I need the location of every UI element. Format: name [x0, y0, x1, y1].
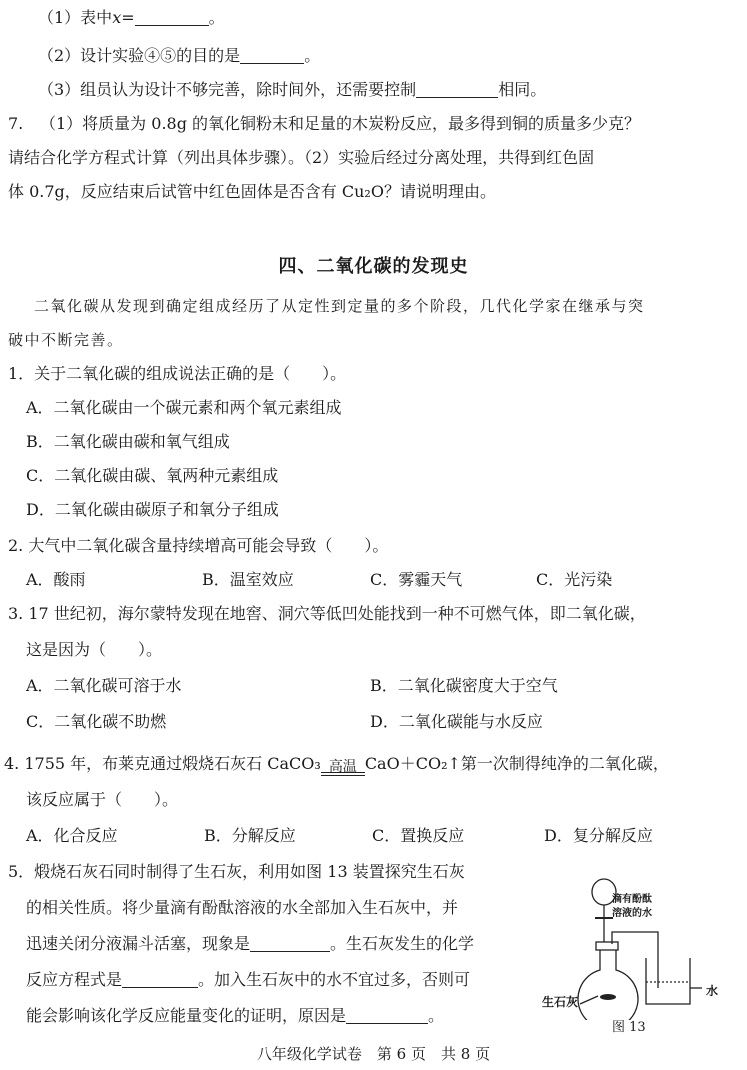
figure-caption: 图 13 [612, 1020, 646, 1035]
q3-option-a[interactable]: A．二氧化碳可溶于水 [26, 676, 182, 695]
q4-option-a[interactable]: A．化合反应 [26, 826, 118, 845]
reaction-condition: 高温 [321, 760, 365, 776]
answer-blank[interactable] [346, 1007, 428, 1024]
q4-stem-line1: 4. 1755 年，布莱克通过煅烧石灰石 CaCO₃ 高温 CaO＋CO₂↑第一次制得纯净的二氧化碳， [4, 754, 669, 775]
q7-line1: 7. （1）将质量为 0.8g 的氧化铜粉末和足量的木炭粉反应，最多得到铜的质量多少克？ [8, 114, 641, 133]
answer-blank[interactable] [240, 47, 304, 64]
label-water2: 溶液的水 [612, 908, 652, 919]
q1-option-a[interactable]: A．二氧化碳由一个碳元素和两个氧元素组成 [26, 398, 342, 417]
answer-blank[interactable] [135, 9, 209, 26]
q3-stem-line1: 3. 17 世纪初，海尔蒙特发现在地窖、洞穴等低凹处能找到一种不可燃气体，即二氧化碳， [8, 604, 646, 623]
q2-option-d[interactable]: C．光污染 [536, 570, 613, 589]
q2-option-c[interactable]: C．雾霾天气 [370, 570, 463, 589]
delivery-tube [612, 932, 658, 988]
q5-line3: 迅速关闭分液漏斗活塞，现象是 。生石灰发生的化学 [26, 934, 475, 953]
q3-stem-line2: 这是因为（ ）。 [26, 640, 163, 659]
q4-stem-line2: 该反应属于（ ）。 [26, 790, 179, 809]
section-intro-line1: 二氧化碳从发现到确定组成经历了从定性到定量的多个阶段，几代化学家在继承与突 [34, 297, 645, 315]
q1-option-c[interactable]: C．二氧化碳由碳、氧两种元素组成 [26, 466, 279, 485]
q7-line3: 体 0.7g，反应结束后试管中红色固体是否含有 Cu₂O？请说明理由。 [8, 182, 496, 201]
flask-stopper [596, 942, 618, 950]
label-water: 水 [706, 984, 719, 998]
q5-line1: 5．煅烧石灰石同时制得了生石灰，利用如图 13 装置探究生石灰 [8, 862, 465, 881]
answer-blank[interactable] [250, 935, 330, 952]
q6-sub3: （3）组员认为设计不够完善，除时间外，还需要控制 相同。 [38, 80, 547, 99]
q2-option-a[interactable]: A．酸雨 [26, 570, 86, 589]
q6-sub1: （1）表中x= 。 [38, 8, 225, 27]
q1-stem: 1．关于二氧化碳的组成说法正确的是（ ）。 [8, 364, 347, 383]
q1-option-d[interactable]: D．二氧化碳由碳原子和氧分子组成 [26, 500, 279, 519]
q1-option-b[interactable]: B．二氧化碳由碳和氧气组成 [26, 432, 230, 451]
q3-option-d[interactable]: D．二氧化碳能与水反应 [370, 712, 543, 731]
q2-option-b[interactable]: B．温室效应 [202, 570, 294, 589]
q3-option-c[interactable]: C．二氧化碳不助燃 [26, 712, 167, 731]
q2-stem: 2. 大气中二氧化碳含量持续增高可能会导致（ ）。 [8, 536, 389, 555]
section-intro-line2: 破中不断完善。 [8, 331, 124, 349]
q4-option-c[interactable]: C．置换反应 [372, 826, 465, 845]
label-water1: 滴有酚酞 [612, 894, 652, 905]
quicklime-solid [600, 994, 616, 1000]
q5-line5: 能会影响该化学反应能量变化的证明，原因是 。 [26, 1006, 445, 1025]
page-footer: 八年级化学试卷 第 6 页 共 8 页 [256, 1045, 491, 1063]
q5-line4: 反应方程式是 。加入生石灰中的水不宜过多，否则可 [26, 970, 471, 989]
answer-blank[interactable] [122, 971, 198, 988]
q6-sub2: （2）设计实验④⑤的目的是 。 [38, 46, 321, 65]
q3-option-b[interactable]: B．二氧化碳密度大于空气 [370, 676, 558, 695]
lime-pointer [580, 996, 598, 1004]
flask [578, 950, 638, 1020]
q5-line2: 的相关性质。将少量滴有酚酞溶液的水全部加入生石灰中，并 [26, 898, 459, 917]
q4-option-d[interactable]: D．复分解反应 [544, 826, 653, 845]
q4-option-b[interactable]: B．分解反应 [204, 826, 296, 845]
q7-line2: 请结合化学方程式计算（列出具体步骤）。（2）实验后经过分离处理，共得到红色固 [8, 148, 595, 167]
answer-blank[interactable] [416, 81, 498, 98]
section-title: 四、二氧化碳的发现史 [278, 256, 469, 277]
label-quicklime: 生石灰 [542, 995, 579, 1009]
beaker [646, 958, 690, 1004]
